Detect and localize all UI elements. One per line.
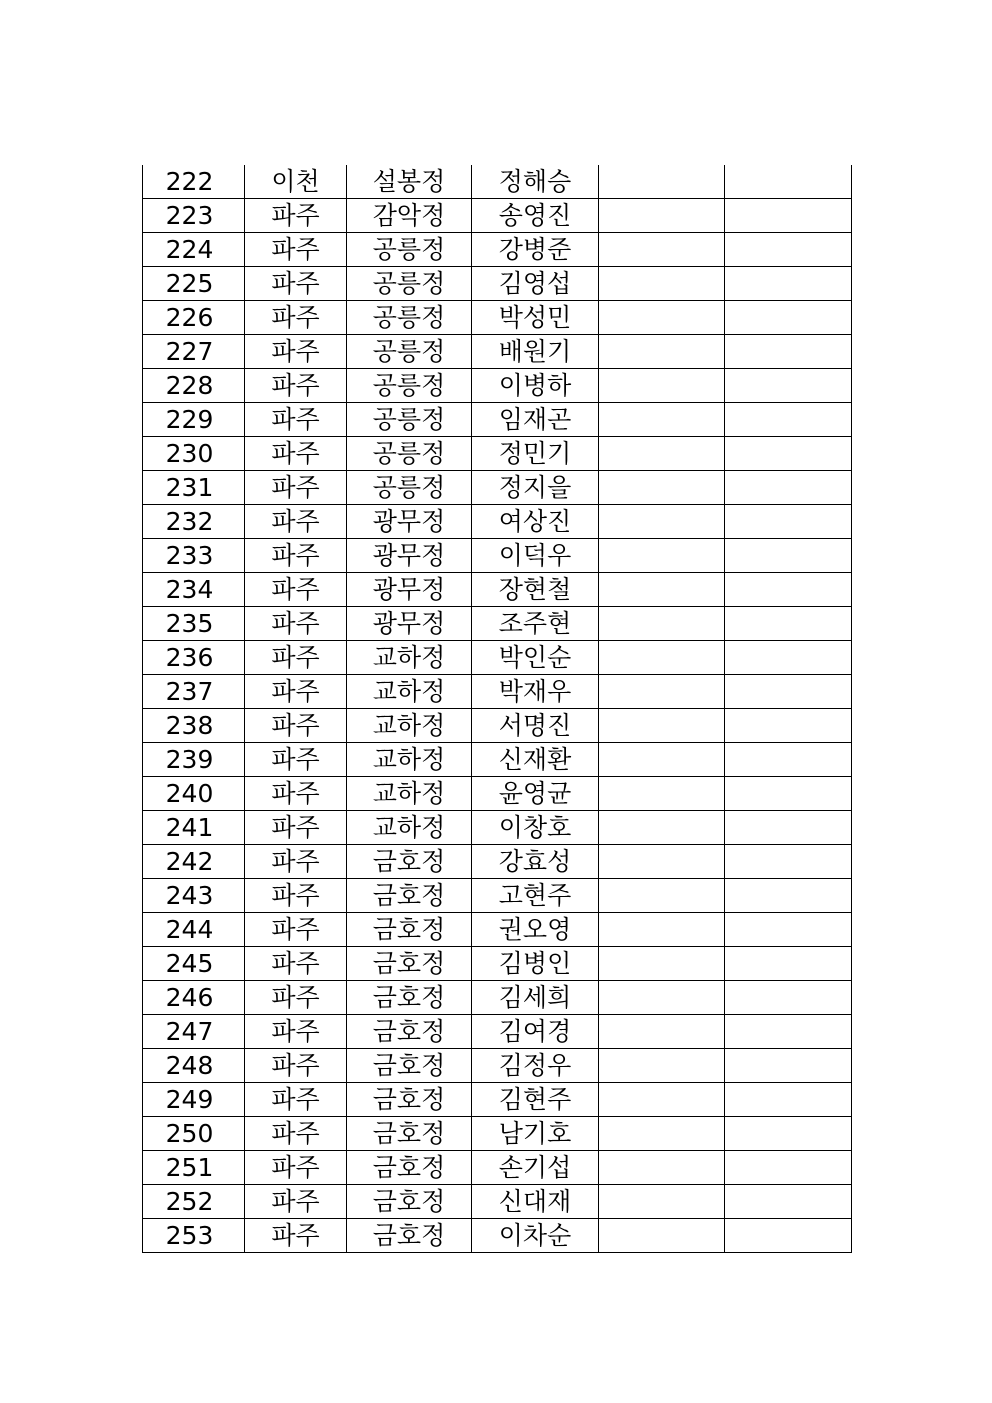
blank-cell-2 — [725, 743, 852, 777]
name-cell: 박재우 — [472, 675, 599, 709]
row-number: 224 — [143, 233, 245, 267]
blank-cell-2 — [725, 471, 852, 505]
table-row — [143, 913, 852, 947]
blank-cell-1 — [599, 777, 725, 811]
blank-cell-1 — [599, 539, 725, 573]
club-cell: 광무정 — [347, 539, 472, 573]
blank-cell-2 — [725, 1151, 852, 1185]
region-cell: 파주 — [245, 777, 347, 811]
row-number: 244 — [143, 913, 245, 947]
club-cell: 교하정 — [347, 743, 472, 777]
name-cell: 김세희 — [472, 981, 599, 1015]
table-row — [143, 1151, 852, 1185]
club-cell: 금호정 — [347, 1117, 472, 1151]
row-number: 235 — [143, 607, 245, 641]
blank-cell-1 — [599, 1151, 725, 1185]
table-row — [143, 811, 852, 845]
row-number: 225 — [143, 267, 245, 301]
blank-cell-2 — [725, 607, 852, 641]
club-cell: 금호정 — [347, 1219, 472, 1253]
club-cell: 금호정 — [347, 845, 472, 879]
table-row — [143, 233, 852, 267]
club-cell: 교하정 — [347, 709, 472, 743]
region-cell: 파주 — [245, 505, 347, 539]
blank-cell-1 — [599, 743, 725, 777]
blank-cell-1 — [599, 1083, 725, 1117]
table-row — [143, 267, 852, 301]
name-cell: 남기호 — [472, 1117, 599, 1151]
name-cell: 김여경 — [472, 1015, 599, 1049]
row-number: 251 — [143, 1151, 245, 1185]
row-number: 241 — [143, 811, 245, 845]
blank-cell-2 — [725, 947, 852, 981]
blank-cell-2 — [725, 777, 852, 811]
club-cell: 금호정 — [347, 879, 472, 913]
name-cell: 권오영 — [472, 913, 599, 947]
club-cell: 교하정 — [347, 641, 472, 675]
club-cell: 금호정 — [347, 947, 472, 981]
row-number: 245 — [143, 947, 245, 981]
name-cell: 김정우 — [472, 1049, 599, 1083]
region-cell: 파주 — [245, 607, 347, 641]
table-row — [143, 709, 852, 743]
blank-cell-2 — [725, 1185, 852, 1219]
name-cell: 배원기 — [472, 335, 599, 369]
name-cell: 손기섭 — [472, 1151, 599, 1185]
row-number: 233 — [143, 539, 245, 573]
blank-cell-1 — [599, 981, 725, 1015]
blank-cell-1 — [599, 1117, 725, 1151]
region-cell: 파주 — [245, 471, 347, 505]
region-cell: 파주 — [245, 335, 347, 369]
name-cell: 조주현 — [472, 607, 599, 641]
region-cell: 파주 — [245, 845, 347, 879]
table-row — [143, 437, 852, 471]
club-cell: 광무정 — [347, 607, 472, 641]
table-row — [143, 369, 852, 403]
region-cell: 파주 — [245, 1015, 347, 1049]
blank-cell-1 — [599, 607, 725, 641]
blank-cell-2 — [725, 1015, 852, 1049]
blank-cell-1 — [599, 709, 725, 743]
table-row — [143, 199, 852, 233]
blank-cell-1 — [599, 471, 725, 505]
blank-cell-1 — [599, 947, 725, 981]
row-number: 228 — [143, 369, 245, 403]
blank-cell-1 — [599, 1049, 725, 1083]
blank-cell-1 — [599, 641, 725, 675]
blank-cell-2 — [725, 335, 852, 369]
row-number: 240 — [143, 777, 245, 811]
name-cell: 김병인 — [472, 947, 599, 981]
name-cell: 신대재 — [472, 1185, 599, 1219]
table-row — [143, 1049, 852, 1083]
table-row — [143, 641, 852, 675]
region-cell: 파주 — [245, 1219, 347, 1253]
blank-cell-1 — [599, 369, 725, 403]
row-number: 246 — [143, 981, 245, 1015]
table-row — [143, 777, 852, 811]
row-number: 239 — [143, 743, 245, 777]
blank-cell-2 — [725, 641, 852, 675]
region-cell: 파주 — [245, 981, 347, 1015]
row-number: 230 — [143, 437, 245, 471]
region-cell: 파주 — [245, 641, 347, 675]
name-cell: 김영섭 — [472, 267, 599, 301]
region-cell: 파주 — [245, 1151, 347, 1185]
blank-cell-1 — [599, 301, 725, 335]
blank-cell-1 — [599, 199, 725, 233]
region-cell: 파주 — [245, 743, 347, 777]
blank-cell-2 — [725, 165, 852, 199]
row-number: 253 — [143, 1219, 245, 1253]
blank-cell-1 — [599, 573, 725, 607]
blank-cell-2 — [725, 539, 852, 573]
club-cell: 공릉정 — [347, 403, 472, 437]
table-row — [143, 743, 852, 777]
row-number: 227 — [143, 335, 245, 369]
blank-cell-1 — [599, 879, 725, 913]
table-row — [143, 505, 852, 539]
region-cell: 파주 — [245, 199, 347, 233]
name-cell: 서명진 — [472, 709, 599, 743]
blank-cell-1 — [599, 845, 725, 879]
name-cell: 신재환 — [472, 743, 599, 777]
table-row — [143, 335, 852, 369]
blank-cell-2 — [725, 369, 852, 403]
name-cell: 여상진 — [472, 505, 599, 539]
blank-cell-2 — [725, 709, 852, 743]
name-cell: 정해승 — [472, 165, 599, 199]
table-row — [143, 573, 852, 607]
table-row — [143, 1015, 852, 1049]
row-number: 231 — [143, 471, 245, 505]
region-cell: 파주 — [245, 301, 347, 335]
blank-cell-2 — [725, 233, 852, 267]
club-cell: 금호정 — [347, 981, 472, 1015]
row-number: 243 — [143, 879, 245, 913]
name-cell: 장현철 — [472, 573, 599, 607]
row-number: 250 — [143, 1117, 245, 1151]
blank-cell-1 — [599, 1219, 725, 1253]
table-row — [143, 1083, 852, 1117]
name-cell: 박인순 — [472, 641, 599, 675]
table-row — [143, 471, 852, 505]
blank-cell-2 — [725, 199, 852, 233]
blank-cell-2 — [725, 811, 852, 845]
row-number: 223 — [143, 199, 245, 233]
table-row — [143, 879, 852, 913]
blank-cell-1 — [599, 403, 725, 437]
table-row — [143, 1117, 852, 1151]
blank-cell-1 — [599, 811, 725, 845]
blank-cell-2 — [725, 505, 852, 539]
blank-cell-1 — [599, 233, 725, 267]
region-cell: 파주 — [245, 1185, 347, 1219]
region-cell: 파주 — [245, 675, 347, 709]
region-cell: 파주 — [245, 1117, 347, 1151]
row-number: 234 — [143, 573, 245, 607]
name-cell: 송영진 — [472, 199, 599, 233]
blank-cell-2 — [725, 437, 852, 471]
table-row — [143, 1185, 852, 1219]
name-cell: 박성민 — [472, 301, 599, 335]
blank-cell-2 — [725, 573, 852, 607]
club-cell: 광무정 — [347, 573, 472, 607]
blank-cell-2 — [725, 879, 852, 913]
name-cell: 강병준 — [472, 233, 599, 267]
club-cell: 교하정 — [347, 811, 472, 845]
club-cell: 공릉정 — [347, 437, 472, 471]
club-cell: 광무정 — [347, 505, 472, 539]
roster-body — [143, 165, 852, 1253]
name-cell: 고현주 — [472, 879, 599, 913]
club-cell: 금호정 — [347, 1151, 472, 1185]
club-cell: 공릉정 — [347, 301, 472, 335]
club-cell: 설봉정 — [347, 165, 472, 199]
club-cell: 공릉정 — [347, 233, 472, 267]
region-cell: 파주 — [245, 437, 347, 471]
club-cell: 금호정 — [347, 913, 472, 947]
blank-cell-2 — [725, 981, 852, 1015]
name-cell: 김현주 — [472, 1083, 599, 1117]
table-row — [143, 675, 852, 709]
region-cell: 파주 — [245, 267, 347, 301]
region-cell: 파주 — [245, 539, 347, 573]
region-cell: 파주 — [245, 1049, 347, 1083]
name-cell: 윤영균 — [472, 777, 599, 811]
row-number: 247 — [143, 1015, 245, 1049]
table-row — [143, 947, 852, 981]
name-cell: 정지을 — [472, 471, 599, 505]
blank-cell-2 — [725, 675, 852, 709]
blank-cell-1 — [599, 675, 725, 709]
region-cell: 파주 — [245, 709, 347, 743]
row-number: 226 — [143, 301, 245, 335]
blank-cell-2 — [725, 1117, 852, 1151]
name-cell: 이창호 — [472, 811, 599, 845]
blank-cell-2 — [725, 267, 852, 301]
blank-cell-2 — [725, 1219, 852, 1253]
club-cell: 교하정 — [347, 675, 472, 709]
name-cell: 강효성 — [472, 845, 599, 879]
row-number: 242 — [143, 845, 245, 879]
club-cell: 금호정 — [347, 1015, 472, 1049]
club-cell: 금호정 — [347, 1185, 472, 1219]
row-number: 229 — [143, 403, 245, 437]
name-cell: 정민기 — [472, 437, 599, 471]
row-number: 232 — [143, 505, 245, 539]
row-number: 249 — [143, 1083, 245, 1117]
region-cell: 파주 — [245, 879, 347, 913]
blank-cell-1 — [599, 913, 725, 947]
blank-cell-2 — [725, 1049, 852, 1083]
blank-cell-1 — [599, 267, 725, 301]
club-cell: 공릉정 — [347, 471, 472, 505]
club-cell: 공릉정 — [347, 369, 472, 403]
row-number: 237 — [143, 675, 245, 709]
region-cell: 파주 — [245, 811, 347, 845]
row-number: 248 — [143, 1049, 245, 1083]
name-cell: 이덕우 — [472, 539, 599, 573]
club-cell: 금호정 — [347, 1083, 472, 1117]
roster-table — [142, 165, 852, 1253]
name-cell: 임재곤 — [472, 403, 599, 437]
blank-cell-1 — [599, 505, 725, 539]
club-cell: 금호정 — [347, 1049, 472, 1083]
club-cell: 감악정 — [347, 199, 472, 233]
table-row — [143, 981, 852, 1015]
table-row — [143, 403, 852, 437]
club-cell: 공릉정 — [347, 267, 472, 301]
blank-cell-1 — [599, 1185, 725, 1219]
table-row — [143, 165, 852, 199]
row-number: 252 — [143, 1185, 245, 1219]
region-cell: 파주 — [245, 233, 347, 267]
blank-cell-2 — [725, 845, 852, 879]
blank-cell-2 — [725, 301, 852, 335]
table-row — [143, 539, 852, 573]
region-cell: 파주 — [245, 573, 347, 607]
blank-cell-2 — [725, 1083, 852, 1117]
region-cell: 파주 — [245, 913, 347, 947]
blank-cell-1 — [599, 165, 725, 199]
row-number: 236 — [143, 641, 245, 675]
blank-cell-1 — [599, 437, 725, 471]
club-cell: 교하정 — [347, 777, 472, 811]
row-number: 238 — [143, 709, 245, 743]
row-number: 222 — [143, 165, 245, 199]
region-cell: 파주 — [245, 369, 347, 403]
name-cell: 이병하 — [472, 369, 599, 403]
club-cell: 공릉정 — [347, 335, 472, 369]
table-row — [143, 607, 852, 641]
name-cell: 이차순 — [472, 1219, 599, 1253]
region-cell: 이천 — [245, 165, 347, 199]
region-cell: 파주 — [245, 1083, 347, 1117]
blank-cell-2 — [725, 403, 852, 437]
table-row — [143, 301, 852, 335]
blank-cell-2 — [725, 913, 852, 947]
region-cell: 파주 — [245, 403, 347, 437]
table-row — [143, 845, 852, 879]
blank-cell-1 — [599, 1015, 725, 1049]
table-row — [143, 1219, 852, 1253]
region-cell: 파주 — [245, 947, 347, 981]
blank-cell-1 — [599, 335, 725, 369]
